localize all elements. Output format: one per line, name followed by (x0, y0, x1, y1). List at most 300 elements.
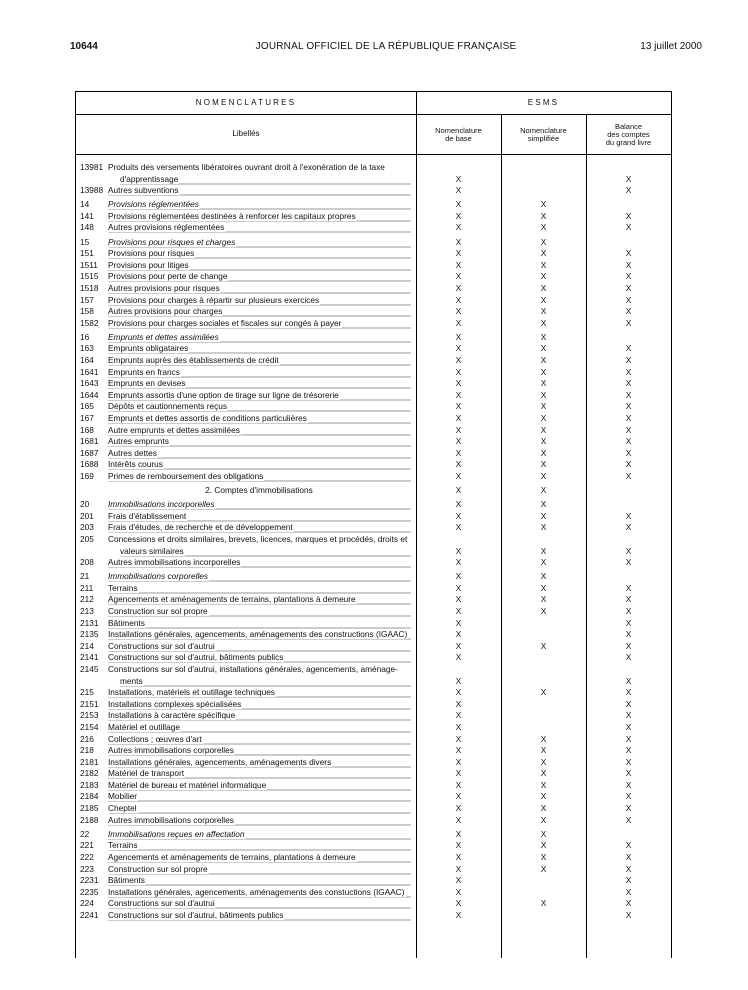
label-line: Frais d'études, de recherche et de développement (108, 522, 293, 533)
table-row (76, 829, 671, 841)
account-label (108, 413, 411, 425)
label-line: Immobilisations corporelles (108, 571, 209, 582)
account-code: 2141 (80, 652, 99, 663)
account-code: 215 (80, 687, 94, 698)
table-row (76, 378, 671, 390)
section-heading-row (76, 485, 671, 497)
account-code: 221 (80, 840, 94, 851)
mark-nomenclature-simplifiee: X (540, 851, 547, 862)
mark-nomenclature-de-base: X (455, 499, 462, 510)
label-line: Provisions réglementées destinées à renforcer les capitaux propres (108, 210, 356, 221)
mark-nomenclature-simplifiee: X (540, 470, 547, 481)
table-row (76, 583, 671, 595)
account-code: 20 (80, 499, 90, 510)
mark-nomenclature-simplifiee: X (540, 640, 547, 651)
account-label (108, 248, 411, 260)
table-row (76, 367, 671, 379)
account-label (108, 594, 411, 606)
table-row (76, 768, 671, 780)
label-line: Primes de remboursement des obligations (108, 470, 264, 481)
label-line: Installations, matériels et outillage techniques (108, 687, 275, 698)
mark-balance: X (625, 851, 632, 862)
table-row (76, 237, 671, 249)
mark-nomenclature-simplifiee: X (540, 294, 547, 305)
mark-nomenclature-de-base: X (455, 779, 462, 790)
mark-nomenclature-de-base: X (455, 710, 462, 721)
mark-nomenclature-simplifiee: X (540, 366, 547, 377)
mark-balance: X (625, 756, 632, 767)
mark-balance: X (625, 863, 632, 874)
table-row (76, 522, 671, 534)
mark-nomenclature-de-base: X (455, 436, 462, 447)
label-line: Provisions pour charges sociales et fiscales sur congés à payer (108, 317, 342, 328)
column-header-balance (586, 123, 671, 147)
label-line: Intérêts courus (108, 459, 163, 470)
mark-nomenclature-de-base: X (455, 594, 462, 605)
label-line: Autre emprunts et dettes assimilées (108, 424, 240, 435)
account-label (108, 211, 411, 223)
mark-nomenclature-de-base: X (455, 459, 462, 470)
mark-nomenclature-simplifiee: X (540, 594, 547, 605)
mark-balance: X (625, 733, 632, 744)
account-label (108, 271, 411, 283)
header-line: Balance (614, 122, 643, 131)
mark-balance: X (625, 522, 632, 533)
label-line: Autres provisions pour risques (108, 282, 220, 293)
mark-nomenclature-simplifiee: X (540, 557, 547, 568)
account-label (108, 162, 411, 185)
account-label (108, 485, 411, 497)
account-label (108, 355, 411, 367)
mark-nomenclature-simplifiee: X (540, 733, 547, 744)
table-row (76, 459, 671, 471)
mark-nomenclature-de-base: X (455, 210, 462, 221)
account-label (108, 511, 411, 523)
table-row (76, 898, 671, 910)
mark-nomenclature-de-base: X (455, 510, 462, 521)
table-row (76, 618, 671, 630)
account-code: 1515 (80, 271, 99, 282)
header-line: du grand livre (605, 138, 652, 147)
table-row (76, 306, 671, 318)
table-row (76, 745, 671, 757)
account-label (108, 459, 411, 471)
account-code: 2188 (80, 814, 99, 825)
account-label (108, 318, 411, 330)
account-code: 1511 (80, 259, 98, 270)
mark-balance: X (625, 840, 632, 851)
label-line: 2. Comptes d'immobilisations (205, 485, 313, 496)
account-code: 205 (80, 533, 94, 544)
label-line: Provisions réglementées (108, 199, 199, 210)
label-line: Autres dettes (108, 447, 157, 458)
mark-balance: X (625, 510, 632, 521)
header-divider (76, 154, 671, 155)
mark-balance: X (625, 343, 632, 354)
mark-nomenclature-de-base: X (455, 768, 462, 779)
label-line: Constructions sur sol d'autrui (108, 640, 215, 651)
mark-nomenclature-de-base: X (455, 909, 462, 920)
account-code: 2182 (80, 768, 99, 779)
table-row (76, 401, 671, 413)
mark-balance: X (625, 768, 632, 779)
label-line: Terrains (108, 582, 138, 593)
mark-nomenclature-de-base: X (455, 733, 462, 744)
mark-nomenclature-simplifiee: X (540, 355, 547, 365)
page-number: 10644 (70, 41, 98, 52)
header-line: Nomenclature (435, 126, 482, 135)
label-line: Bâtiments (108, 617, 145, 628)
mark-nomenclature-de-base: X (455, 424, 462, 435)
label-line: Installations générales, agencements, aménagements des constructions (IGAAC) (108, 629, 408, 640)
account-code: 22 (80, 828, 90, 839)
account-code: 158 (80, 306, 94, 317)
account-label (108, 534, 411, 557)
label-line: Installations générales, agencements, aménagements divers (108, 756, 332, 767)
account-code: 2151 (80, 698, 99, 709)
mark-nomenclature-simplifiee: X (540, 510, 547, 521)
mark-nomenclature-de-base: X (455, 886, 462, 897)
label-line: Bâtiments (108, 875, 145, 886)
mark-balance: X (625, 698, 632, 709)
account-code: 169 (80, 470, 94, 481)
mark-balance: X (625, 909, 632, 920)
label-line: Autres provisions réglementées (108, 222, 225, 233)
account-code: 1582 (80, 317, 99, 328)
table-row (76, 425, 671, 437)
mark-nomenclature-simplifiee: X (540, 582, 547, 593)
account-label (108, 367, 411, 379)
table-row (76, 471, 671, 483)
mark-nomenclature-simplifiee: X (540, 317, 547, 328)
mark-balance: X (625, 294, 632, 305)
mark-balance: X (625, 412, 632, 423)
account-code: 1681 (80, 436, 99, 447)
header-line: des comptes (607, 130, 650, 139)
label-line: Collections ; œuvres d'art (108, 733, 202, 744)
account-label (108, 557, 411, 569)
mark-nomenclature-simplifiee: X (540, 814, 547, 825)
label-line: Autres immobilisations corporelles (108, 745, 234, 756)
table-row (76, 283, 671, 295)
table-row (76, 875, 671, 887)
label-line: Installations complexes spécialisées (108, 698, 242, 709)
mark-nomenclature-de-base: X (455, 355, 462, 365)
mark-balance: X (625, 424, 632, 435)
table-row (76, 852, 671, 864)
label-line: Autres immobilisations corporelles (108, 814, 234, 825)
mark-nomenclature-de-base: X (455, 401, 462, 412)
mark-nomenclature-de-base: X (455, 863, 462, 874)
label-line: Terrains (108, 840, 138, 851)
label-line: Mobilier (108, 791, 138, 802)
label-line: Emprunts auprès des établissements de crédit (108, 355, 279, 365)
mark-nomenclature-simplifiee: X (540, 282, 547, 293)
account-label (108, 185, 411, 197)
table-row (76, 534, 671, 557)
mark-nomenclature-simplifiee: X (540, 236, 547, 247)
account-label (108, 815, 411, 827)
mark-nomenclature-de-base: X (455, 294, 462, 305)
mark-balance: X (625, 594, 632, 605)
mark-balance: X (625, 629, 632, 640)
mark-nomenclature-simplifiee: X (540, 485, 547, 496)
mark-nomenclature-de-base: X (455, 412, 462, 423)
mark-nomenclature-de-base: X (455, 687, 462, 698)
journal-title: JOURNAL OFFICIEL DE LA RÉPUBLIQUE FRANÇAISE (255, 41, 517, 52)
mark-nomenclature-simplifiee: X (540, 522, 547, 533)
table-row (76, 803, 671, 815)
mark-balance: X (625, 582, 632, 593)
mark-balance: X (625, 173, 632, 184)
account-label (108, 757, 411, 769)
account-label (108, 722, 411, 734)
mark-nomenclature-simplifiee: X (540, 605, 547, 616)
account-label (108, 378, 411, 390)
mark-nomenclature-simplifiee: X (540, 378, 547, 389)
mark-nomenclature-simplifiee: X (540, 459, 547, 470)
table-row (76, 295, 671, 307)
account-code: 216 (80, 733, 94, 744)
mark-nomenclature-simplifiee: X (540, 791, 547, 802)
label-line: Immobilisations incorporelles (108, 499, 215, 510)
account-label (108, 199, 411, 211)
mark-nomenclature-de-base: X (455, 522, 462, 533)
label-line: Construction sur sol propre (108, 863, 208, 874)
mark-nomenclature-de-base: X (455, 814, 462, 825)
account-label (108, 887, 411, 899)
account-label (108, 710, 411, 722)
label-line: Emprunts et dettes assortis de conditions particulières (108, 412, 307, 423)
table-row (76, 390, 671, 402)
label-line: ments (120, 675, 143, 686)
account-code: 222 (80, 851, 94, 862)
account-label (108, 499, 411, 511)
mark-nomenclature-simplifiee: X (540, 306, 547, 317)
account-label (108, 332, 411, 344)
account-code: 2185 (80, 803, 99, 814)
label-line: Provisions pour charges à répartir sur plusieurs exercices (108, 294, 320, 305)
mark-nomenclature-de-base: X (455, 721, 462, 732)
header-line: Nomenclature (520, 126, 567, 135)
table-row (76, 791, 671, 803)
mark-nomenclature-de-base: X (455, 447, 462, 458)
mark-nomenclature-de-base: X (455, 571, 462, 582)
label-line: Autres immobilisations incorporelles (108, 557, 241, 568)
column-header-nomenclature-simplifiee (501, 127, 586, 143)
group-header-esms: ESMS (527, 98, 560, 107)
mark-nomenclature-simplifiee: X (540, 545, 547, 556)
mark-nomenclature-de-base: X (455, 317, 462, 328)
mark-nomenclature-simplifiee: X (540, 331, 547, 342)
mark-nomenclature-de-base: X (455, 470, 462, 481)
table-row (76, 499, 671, 511)
mark-nomenclature-de-base: X (455, 306, 462, 317)
mark-nomenclature-simplifiee: X (540, 248, 547, 259)
column-header-nomenclature-de-base (416, 127, 501, 143)
label-line: d'apprentissage (120, 173, 179, 184)
mark-nomenclature-de-base: X (455, 675, 462, 686)
header-line: de base (445, 134, 472, 143)
account-label (108, 343, 411, 355)
mark-nomenclature-de-base: X (455, 485, 462, 496)
label-line: Autres emprunts (108, 436, 169, 447)
mark-balance: X (625, 355, 632, 365)
mark-nomenclature-de-base: X (455, 199, 462, 210)
mark-nomenclature-de-base: X (455, 698, 462, 709)
account-label (108, 283, 411, 295)
account-label (108, 910, 411, 922)
header-divider (76, 114, 671, 115)
account-label (108, 629, 411, 641)
mark-balance: X (625, 545, 632, 556)
table-row (76, 887, 671, 899)
account-code: 157 (80, 294, 94, 305)
label-line: Installations à caractère spécifique (108, 710, 236, 721)
table-row (76, 734, 671, 746)
mark-nomenclature-simplifiee: X (540, 199, 547, 210)
mark-nomenclature-de-base: X (455, 851, 462, 862)
mark-nomenclature-simplifiee: X (540, 571, 547, 582)
account-label (108, 222, 411, 234)
mark-nomenclature-simplifiee: X (540, 779, 547, 790)
label-line: Emprunts en francs (108, 366, 180, 377)
mark-balance: X (625, 557, 632, 568)
mark-nomenclature-simplifiee: X (540, 447, 547, 458)
mark-nomenclature-simplifiee: X (540, 436, 547, 447)
table-row (76, 248, 671, 260)
account-code: 208 (80, 557, 94, 568)
account-code: 213 (80, 605, 94, 616)
label-line: Immobilisations reçues en affectation (108, 828, 245, 839)
table-row (76, 864, 671, 876)
account-label (108, 618, 411, 630)
account-label (108, 664, 411, 687)
label-line: Agencements et aménagements de terrains, plantations à demeure (108, 851, 356, 862)
table-row (76, 722, 671, 734)
account-label (108, 583, 411, 595)
mark-balance: X (625, 814, 632, 825)
mark-nomenclature-de-base: X (455, 640, 462, 651)
account-code: 218 (80, 745, 94, 756)
table-row (76, 780, 671, 792)
account-code: 223 (80, 863, 94, 874)
label-line: Autres subventions (108, 185, 179, 196)
account-code: 1641 (80, 366, 99, 377)
table-row (76, 687, 671, 699)
account-code: 1688 (80, 459, 99, 470)
mark-balance: X (625, 617, 632, 628)
table-row (76, 641, 671, 653)
table-row (76, 629, 671, 641)
account-label (108, 390, 411, 402)
account-code: 16 (80, 331, 90, 342)
table-row (76, 332, 671, 344)
account-label (108, 641, 411, 653)
mark-nomenclature-de-base: X (455, 803, 462, 814)
account-label (108, 687, 411, 699)
table-row (76, 413, 671, 425)
table-body (76, 162, 671, 922)
mark-balance: X (625, 271, 632, 282)
mark-nomenclature-de-base: X (455, 745, 462, 756)
account-code: 214 (80, 640, 94, 651)
account-label (108, 898, 411, 910)
mark-balance: X (625, 875, 632, 886)
mark-balance: X (625, 185, 632, 196)
account-code: 13988 (80, 185, 104, 196)
account-label (108, 237, 411, 249)
mark-nomenclature-simplifiee: X (540, 745, 547, 756)
mark-balance: X (625, 389, 632, 400)
group-header-nomenclatures: NOMENCLATURES (195, 98, 297, 107)
mark-nomenclature-simplifiee: X (540, 222, 547, 233)
page-header (70, 41, 702, 55)
table-row (76, 511, 671, 523)
mark-nomenclature-de-base: X (455, 343, 462, 354)
table-row (76, 699, 671, 711)
table-row (76, 260, 671, 272)
account-label (108, 734, 411, 746)
mark-balance: X (625, 470, 632, 481)
mark-nomenclature-de-base: X (455, 259, 462, 270)
table-row (76, 594, 671, 606)
account-code: 1687 (80, 447, 99, 458)
label-line: Construction sur sol propre (108, 605, 208, 616)
account-code: 168 (80, 424, 94, 435)
account-code: 211 (80, 582, 94, 593)
account-label (108, 260, 411, 272)
mark-nomenclature-simplifiee: X (540, 768, 547, 779)
mark-nomenclature-simplifiee: X (540, 412, 547, 423)
mark-nomenclature-de-base: X (455, 331, 462, 342)
account-code: 2235 (80, 886, 99, 897)
account-label (108, 606, 411, 618)
table-row (76, 436, 671, 448)
publication-date: 13 juillet 2000 (640, 41, 702, 52)
account-code: 1644 (80, 389, 99, 400)
mark-balance: X (625, 259, 632, 270)
account-label (108, 840, 411, 852)
account-code: 2183 (80, 779, 99, 790)
mark-nomenclature-de-base: X (455, 791, 462, 802)
table-row (76, 571, 671, 583)
mark-nomenclature-simplifiee: X (540, 499, 547, 510)
table-row (76, 199, 671, 211)
mark-nomenclature-de-base: X (455, 617, 462, 628)
mark-balance: X (625, 210, 632, 221)
mark-nomenclature-simplifiee: X (540, 756, 547, 767)
mark-balance: X (625, 366, 632, 377)
mark-nomenclature-de-base: X (455, 898, 462, 909)
account-label (108, 522, 411, 534)
label-line: Dépôts et cautionnements reçus (108, 401, 227, 412)
mark-nomenclature-simplifiee: X (540, 687, 547, 698)
table-row (76, 185, 671, 197)
account-code: 2184 (80, 791, 99, 802)
mark-balance: X (625, 687, 632, 698)
mark-balance: X (625, 378, 632, 389)
label-line: Constructions sur sol d'autrui, bâtiments publics (108, 909, 284, 920)
account-code: 2241 (80, 909, 99, 920)
mark-balance: X (625, 898, 632, 909)
account-label (108, 768, 411, 780)
table-row (76, 606, 671, 618)
mark-nomenclature-de-base: X (455, 378, 462, 389)
table-row (76, 211, 671, 223)
account-label (108, 852, 411, 864)
account-code: 151 (80, 248, 94, 259)
